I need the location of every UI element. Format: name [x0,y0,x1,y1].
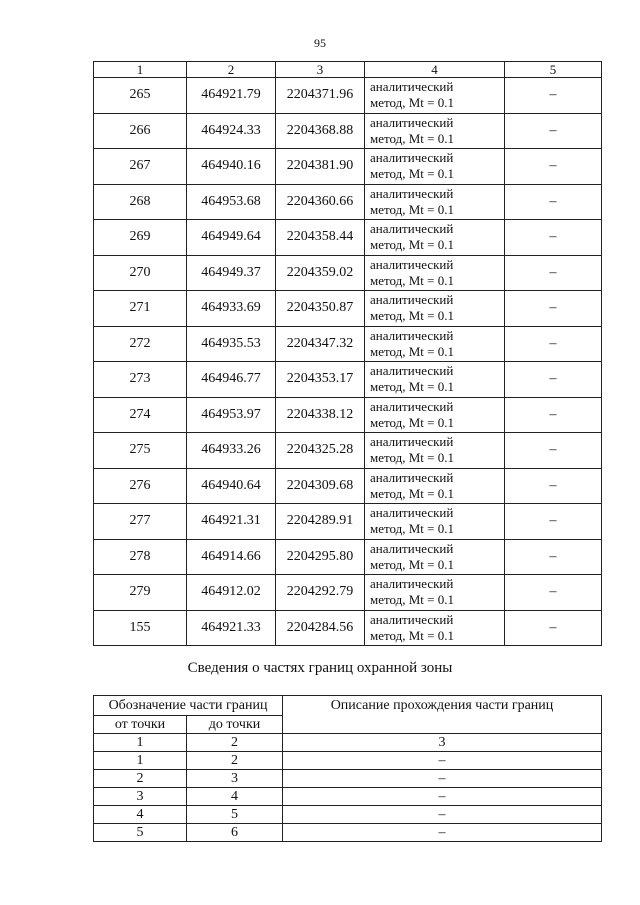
column-header: 3 [276,62,365,78]
determination-method [365,575,505,611]
y-coordinate: 2204295.80 [276,539,365,575]
y-coordinate: 2204360.66 [276,184,365,220]
page-number: 95 [314,36,326,50]
y-coordinate: 2204309.68 [276,468,365,504]
x-coordinate: 464924.33 [187,113,276,149]
y-coordinate: 2204347.32 [276,326,365,362]
y-coordinate: 2204371.96 [276,78,365,114]
column-5-value: – [505,362,602,398]
method-line-2: метод, Mt = 0.1 [370,95,454,111]
from-point: 4 [94,806,187,824]
y-coordinate: 2204350.87 [276,291,365,327]
column-5-value: – [505,539,602,575]
y-coordinate: 2204289.91 [276,504,365,540]
method-line-2: метод, Mt = 0.1 [370,130,454,146]
column-header: 1 [94,62,187,78]
table-row [94,291,602,327]
method-line-1: аналитический [370,150,454,166]
to-point: 3 [187,770,283,788]
method-line-2: метод, Mt = 0.1 [370,272,454,288]
boundary-description: – [283,752,602,770]
coordinates-header-row [94,62,602,78]
column-number: 3 [283,734,602,752]
method-line-1: аналитический [370,540,454,556]
table-row [94,220,602,256]
method-line-2: метод, Mt = 0.1 [370,521,454,537]
determination-method [365,504,505,540]
from-point: 5 [94,824,187,842]
determination-method [365,362,505,398]
point-number: 271 [94,291,187,327]
parts-header-row [94,696,602,716]
column-5-value: – [505,504,602,540]
method-line-2: метод, Mt = 0.1 [370,237,454,253]
table-row [94,610,602,646]
column-5-value: – [505,255,602,291]
method-line-2: метод, Mt = 0.1 [370,414,454,430]
method-line-1: аналитический [370,434,454,450]
method-line-1: аналитический [370,292,454,308]
y-coordinate: 2204381.90 [276,149,365,185]
column-5-value: – [505,184,602,220]
y-coordinate: 2204368.88 [276,113,365,149]
from-point-header: от точки [94,716,187,734]
x-coordinate: 464946.77 [187,362,276,398]
to-point: 4 [187,788,283,806]
x-coordinate: 464940.64 [187,468,276,504]
determination-method [365,539,505,575]
x-coordinate: 464921.31 [187,504,276,540]
column-5-value: – [505,113,602,149]
column-5-value: – [505,220,602,256]
determination-method [365,468,505,504]
table-row [94,468,602,504]
method-line-1: аналитический [370,469,454,485]
determination-method [365,113,505,149]
method-line-1: аналитический [370,327,454,343]
x-coordinate: 464933.26 [187,433,276,469]
determination-method [365,397,505,433]
table-row [94,397,602,433]
from-point: 2 [94,770,187,788]
column-number: 1 [94,734,187,752]
table-row [94,184,602,220]
table-row [94,326,602,362]
column-header: 2 [187,62,276,78]
point-number: 274 [94,397,187,433]
method-line-1: аналитический [370,398,454,414]
determination-method [365,255,505,291]
table-row [94,575,602,611]
x-coordinate: 464940.16 [187,149,276,185]
x-coordinate: 464921.33 [187,610,276,646]
boundary-description: – [283,824,602,842]
method-line-1: аналитический [370,79,454,95]
method-line-2: метод, Mt = 0.1 [370,343,454,359]
determination-method [365,149,505,185]
boundary-part-designation-header: Обозначение части границ [94,696,283,716]
table-row [94,78,602,114]
x-coordinate: 464914.66 [187,539,276,575]
x-coordinate: 464921.79 [187,78,276,114]
method-line-2: метод, Mt = 0.1 [370,450,454,466]
table-row [94,788,602,806]
table-row [94,539,602,575]
point-number: 267 [94,149,187,185]
method-line-2: метод, Mt = 0.1 [370,556,454,572]
column-5-value: – [505,468,602,504]
y-coordinate: 2204338.12 [276,397,365,433]
point-number: 265 [94,78,187,114]
x-coordinate: 464949.37 [187,255,276,291]
method-line-1: аналитический [370,611,454,627]
table-row [94,770,602,788]
column-number: 2 [187,734,283,752]
x-coordinate: 464912.02 [187,575,276,611]
column-5-value: – [505,610,602,646]
determination-method [365,78,505,114]
column-5-value: – [505,575,602,611]
method-line-1: аналитический [370,221,454,237]
column-5-value: – [505,149,602,185]
table-row [94,113,602,149]
point-number: 272 [94,326,187,362]
point-number: 269 [94,220,187,256]
column-5-value: – [505,326,602,362]
boundary-description-header: Описание прохождения части границ [283,696,602,734]
y-coordinate: 2204325.28 [276,433,365,469]
to-point: 5 [187,806,283,824]
method-line-1: аналитический [370,185,454,201]
x-coordinate: 464953.68 [187,184,276,220]
method-line-2: метод, Mt = 0.1 [370,592,454,608]
method-line-1: аналитический [370,256,454,272]
method-line-2: метод, Mt = 0.1 [370,308,454,324]
determination-method [365,610,505,646]
point-number: 275 [94,433,187,469]
determination-method [365,184,505,220]
method-line-2: метод, Mt = 0.1 [370,201,454,217]
x-coordinate: 464949.64 [187,220,276,256]
y-coordinate: 2204292.79 [276,575,365,611]
method-line-1: аналитический [370,576,454,592]
table-row [94,433,602,469]
point-number: 277 [94,504,187,540]
y-coordinate: 2204284.56 [276,610,365,646]
table-row [94,255,602,291]
method-line-1: аналитический [370,505,454,521]
determination-method [365,326,505,362]
y-coordinate: 2204358.44 [276,220,365,256]
column-header: 4 [365,62,505,78]
point-number: 279 [94,575,187,611]
table-row [94,149,602,185]
y-coordinate: 2204359.02 [276,255,365,291]
method-line-2: метод, Mt = 0.1 [370,379,454,395]
x-coordinate: 464953.97 [187,397,276,433]
from-point: 3 [94,788,187,806]
y-coordinate: 2204353.17 [276,362,365,398]
boundary-parts-table [93,695,602,842]
coordinates-table [93,61,602,646]
parts-numbering-row [94,734,602,752]
boundary-description: – [283,770,602,788]
determination-method [365,433,505,469]
column-header: 5 [505,62,602,78]
point-number: 155 [94,610,187,646]
method-line-2: метод, Mt = 0.1 [370,485,454,501]
table-row [94,504,602,540]
to-point: 6 [187,824,283,842]
x-coordinate: 464935.53 [187,326,276,362]
method-line-2: метод, Mt = 0.1 [370,627,454,643]
column-5-value: – [505,78,602,114]
point-number: 276 [94,468,187,504]
to-point-header: до точки [187,716,283,734]
point-number: 270 [94,255,187,291]
determination-method [365,291,505,327]
method-line-1: аналитический [370,363,454,379]
column-5-value: – [505,291,602,327]
point-number: 273 [94,362,187,398]
point-number: 266 [94,113,187,149]
method-line-2: метод, Mt = 0.1 [370,166,454,182]
table-row [94,806,602,824]
table-row [94,752,602,770]
boundary-description: – [283,806,602,824]
section-title: Сведения о частях границ охранной зоны [187,660,453,676]
column-5-value: – [505,397,602,433]
table-row [94,824,602,842]
x-coordinate: 464933.69 [187,291,276,327]
column-5-value: – [505,433,602,469]
point-number: 268 [94,184,187,220]
method-line-1: аналитический [370,114,454,130]
to-point: 2 [187,752,283,770]
point-number: 278 [94,539,187,575]
determination-method [365,220,505,256]
boundary-description: – [283,788,602,806]
table-row [94,362,602,398]
from-point: 1 [94,752,187,770]
